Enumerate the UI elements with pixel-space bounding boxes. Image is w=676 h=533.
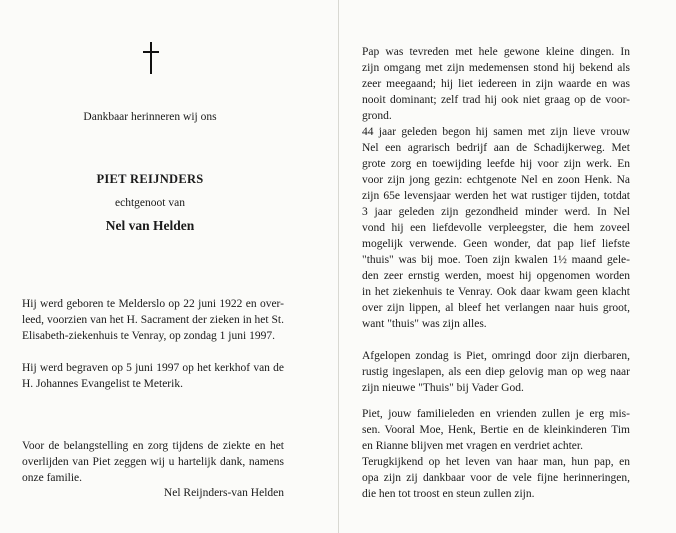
text-line: grond. [362, 110, 392, 122]
text-line: Piet, jouw familieleden en vrienden zullen je erg mis- [362, 408, 630, 420]
text-line: opa zijn zij dankbaar voor de vele fijne herinneringen, [362, 472, 630, 484]
text-line: sen. Vooral Moe, Henk, Bertie en de kleinkinderen Tim [362, 424, 630, 436]
spouse-intro: echtgenoot van [115, 197, 185, 209]
text-line: grote zorg en toewijding leefde hij voor zijn werk. En [362, 158, 630, 170]
text-line: zijn omgang met zijn medemensen stond hij bekend als [362, 62, 630, 74]
text-line: Afgelopen zondag is Piet, omringd door zijn dierbaren, [362, 350, 630, 362]
text-line: H. Johannes Evangelist te Meterik. [22, 378, 183, 390]
life-paragraph [362, 44, 630, 332]
text-line: 44 jaar geleden begon hij samen met zijn lieve vrouw [362, 126, 630, 138]
birth-paragraph [22, 296, 284, 344]
text-line: 3 jaar geleden zijn gezondheid minder werd. In Nel [362, 206, 630, 218]
text-line: nooit dominant; zelf trad hij ook niet graag op de voor- [362, 94, 630, 106]
text-line: want "thuis" was zijn alles. [362, 318, 487, 330]
signature: Nel Reijnders-van Helden [163, 487, 284, 499]
passing-paragraph [362, 348, 630, 396]
text-line: zeer meegaand; hij liet iedereen in zijn waarde en was [362, 78, 630, 90]
text-line: onze familie. [22, 472, 83, 484]
text-line: Voor de belangstelling en zorg tijdens de ziekte en het [22, 440, 284, 452]
text-line: zijn nieuwe "Thuis" bij Vader God. [362, 382, 524, 394]
text-line: voor zijn jong gezin: echtgenote Nel en zoon Henk. Na [362, 174, 630, 186]
text-line: Hij werd begraven op 5 juni 1997 op het kerkhof van de [22, 362, 284, 374]
text-line: overlijden van Piet zeggen wij u hartelijk dank, namens [22, 456, 284, 468]
text-line: zijn 65e levensjaar werden het wat rustiger tijden, totdat [362, 190, 630, 202]
text-line: rustig ingeslapen, als een diep gelovig man op weg naar [362, 366, 630, 378]
burial-paragraph [22, 360, 284, 392]
intro-text: Dankbaar herinneren wij ons [83, 111, 217, 123]
thanks-paragraph [22, 438, 284, 486]
text-line: vond hij een liefdevolle verpleegster, die hem zoveel [362, 222, 630, 234]
text-line: en Rianne blijven met vragen en verdriet achter. [362, 440, 583, 452]
farewell-paragraph [362, 406, 630, 502]
text-line: "thuis" was bij moe. Toen zijn kwalen 1½ maand gele- [362, 254, 630, 266]
deceased-name: PIET REIJNDERS [96, 172, 204, 186]
text-line: leed, voorzien van het H. Sacrament der zieken in het St. [22, 314, 284, 326]
text-line: Hij werd geboren te Melderslo op 22 juni 1922 en over- [22, 298, 284, 310]
text-line: Nel een agrarisch bedrijf aan de Schadijkerweg. Met [362, 142, 630, 154]
text-line: den zeer ernstig werden, moest hij opgenomen worden [362, 270, 630, 282]
text-line: over zijn lippen, al bleef het verlangen naar huis groot, [362, 302, 630, 314]
spouse-name: Nel van Helden [105, 218, 195, 233]
text-line: Elisabeth-ziekenhuis te Venray, op zondag 1 juni 1997. [22, 330, 275, 342]
text-line: in het ziekenhuis te Venray. Ook daar kwam geen klacht [362, 286, 630, 298]
cross-icon [140, 42, 162, 74]
text-line: die hen tot troost en steun zullen zijn. [362, 488, 535, 500]
text-line: mogelijk verwende. Geen wonder, dat pap lief liefste [362, 238, 630, 250]
text-line: Terugkijkend op het leven van haar man, hun pap, en [362, 456, 630, 468]
text-line: Pap was tevreden met hele gewone kleine dingen. In [362, 46, 630, 58]
